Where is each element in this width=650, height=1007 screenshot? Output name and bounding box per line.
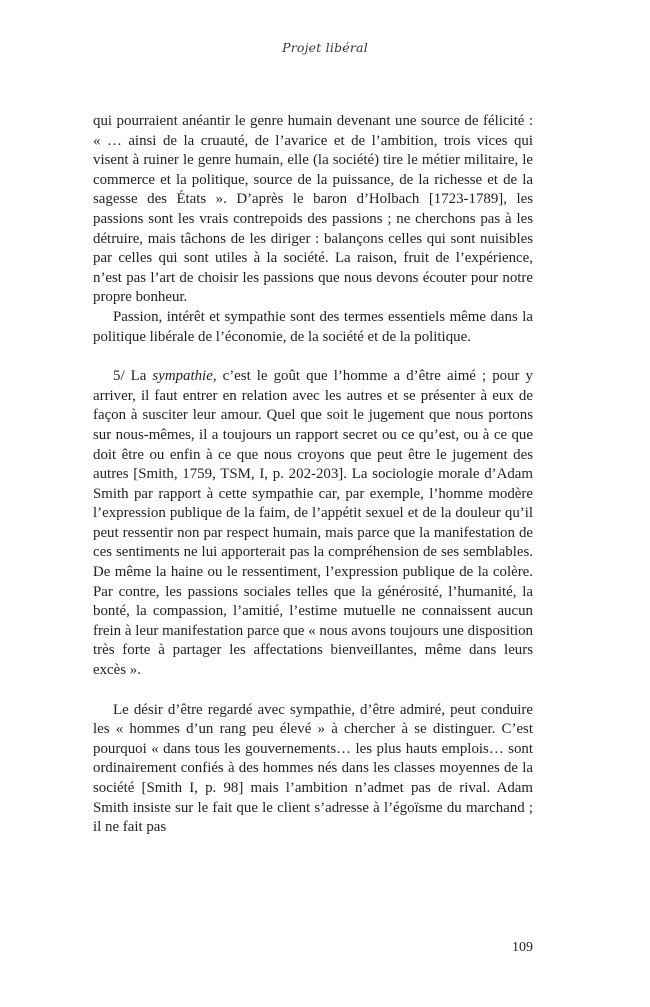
paragraph-3-lead: 5/ La [113, 368, 153, 385]
paragraph-3-rest: , c’est le goût que l’homme a d’être aimé ; pour y arriver, il faut entrer en relation avec les autres et se présenter à eux de façon à susciter leur amour. Quel que soit le jugement que nous portons sur nous-mêmes, il a toujours un rapport secret ou ce qu’est, ou à ce que doit être ou enfin à ce que nous croyons que peut être le jugement des autres [Smith, 1759, TSM, I, p. 202-203]. La sociologie morale d’Adam Smith par rapport à cette sympathie car, par exemple, l’homme modère l’expression publique de la faim, de l’appétit sexuel et de la douleur qu’il peut ressentir non par respect humain, mais parce que la manifestation de ces sentiments ne lui apporterait pas la compréhension de ses semblables. De même la haine ou le ressentiment, l’expression publique de la colère. Par contre, les passions sociales telles que la générosité, l’humanité, la bonté, la compassion, l’amitié, l’estime mutuelle ne connaissent aucun frein à leur manifestation parce que « nous avons toujours une disposition très forte à partager les affectations bienveillantes, même dans leurs excès ». [93, 368, 533, 679]
paragraph-4: Le désir d’être regardé avec sympathie, d’être admiré, peut conduire les « hommes d’un rang peu élevé » à chercher à se distinguer. C’est pourquoi « dans tous les gouvernements… les plus hauts emplois… sont ordinairement confiés à des hommes nés dans les classes moyennes de la société [Smith I, p. 98] mais l’ambition n’admet pas de rival. Adam Smith insiste sur le fait que le client s’adresse à l’égoïsme du marchand ; il ne fait pas [93, 701, 533, 836]
emphasis-sympathie: sympathie [152, 368, 213, 385]
paragraph-1: qui pourraient anéantir le genre humain devenant une source de félicité : « … ainsi de la cruauté, de l’avarice et de l’ambition, trois vices qui visent à ruiner le genre humain, elle (la société) tire le métier militaire, le commerce et la politique, source de la puissance, de la richesse et de la sagesse des États ». D’après le baron d’Holbach [1723-1789], les passions sont les vrais contrepoids des passions ; ne cherchons pas à les détruire, mais tâchons de les diriger : balançons celles qui sont nuisibles par celles qui sont utiles à la société. La raison, fruit de l’expérience, n’est pas l’art de choisir les passions que nous devons écouter pour notre propre bonheur. [93, 113, 533, 306]
page-number: 109 [512, 940, 533, 955]
body-text [93, 112, 533, 838]
paragraph-3 [93, 367, 533, 681]
running-header: Projet libéral [282, 40, 368, 55]
paragraph-2: Passion, intérêt et sympathie sont des termes essentiels même dans la politique libérale de l’économie, de la société et de la politique. [93, 308, 533, 345]
